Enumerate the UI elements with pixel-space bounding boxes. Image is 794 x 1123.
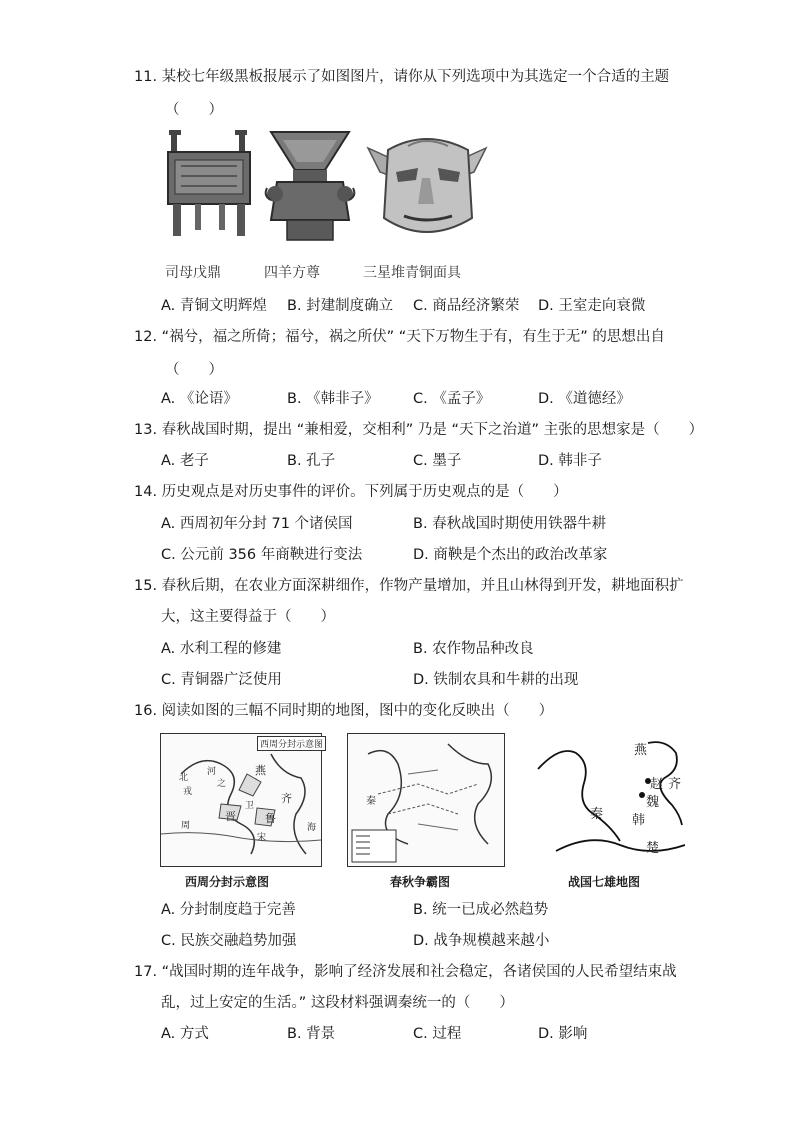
question-13-stem: 13. 春秋战国时期，提出 “兼相爱，交相利” 乃是 “天下之治道” 主张的思想家是（ ）: [134, 422, 704, 438]
map3-label-chu: 楚: [646, 841, 660, 856]
question-16-stem: 16. 阅读如图的三幅不同时期的地图，图中的变化反映出（ ）: [134, 703, 554, 719]
q13-option-d[interactable]: D. 韩非子: [538, 453, 602, 469]
q16-option-b[interactable]: B. 统一已成必然趋势: [413, 902, 549, 918]
map1-label-wei: 卫: [245, 801, 255, 811]
q13-option-a[interactable]: A. 老子: [161, 453, 209, 469]
q12-option-d[interactable]: D. 《道德经》: [538, 391, 631, 407]
map3-label-zhao: 赵: [650, 777, 664, 792]
map3-label-han: 韩: [632, 813, 646, 828]
question-12-stem: 12. “祸兮，福之所倚；福兮，祸之所伏” “天下万物生于有，有生于无” 的思想出自: [134, 329, 665, 345]
map2-label-qin: 秦: [366, 796, 376, 807]
map1-title: 西周分封示意图: [257, 736, 326, 751]
q16-option-a[interactable]: A. 分封制度趋于完善: [161, 902, 296, 918]
answer-paren: （ ）: [165, 102, 223, 118]
western-zhou-fenfeng-map: [160, 733, 322, 867]
map1-label-jin: 晋: [225, 810, 236, 823]
map1-label-yan: 燕: [255, 764, 266, 777]
q11-option-a[interactable]: A. 青铜文明辉煌: [161, 298, 267, 314]
simuwu-ding-image: [165, 130, 257, 250]
map3-label-qin: 秦: [590, 807, 604, 822]
q15-option-d[interactable]: D. 铁制农具和牛耕的出现: [413, 672, 579, 688]
chunqiu-zhengba-map: [347, 733, 505, 867]
q15-option-b[interactable]: B. 农作物品种改良: [413, 641, 534, 657]
q13-option-c[interactable]: C. 墨子: [413, 453, 462, 469]
map1-label-qi: 齐: [281, 792, 292, 805]
map1-caption: 西周分封示意图: [185, 875, 270, 889]
question-15-stem-line2: 大，这主要得益于（ ）: [161, 609, 335, 625]
q14-option-c[interactable]: C. 公元前 356 年商鞅进行变法: [161, 547, 363, 563]
map1-label-bei: 北: [179, 773, 189, 783]
q16-option-c[interactable]: C. 民族交融趋势加强: [161, 933, 297, 949]
map3-label-qi: 齐: [668, 777, 682, 792]
q14-option-a[interactable]: A. 西周初年分封 71 个诸侯国: [161, 516, 353, 532]
map1-label-zhi: 之: [217, 779, 227, 789]
map1-label-lu: 鲁: [265, 812, 276, 825]
q12-option-a[interactable]: A. 《论语》: [161, 391, 238, 407]
question-11-stem: 11. 某校七年级黑板报展示了如图图片，请你从下列选项中为其选定一个合适的主题: [134, 69, 670, 85]
q13-option-b[interactable]: B. 孔子: [287, 453, 336, 469]
caption-simuwu-ding: 司母戊鼎: [165, 265, 221, 281]
question-17-stem-line1: 17. “战国时期的连年战争，影响了经济发展和社会稳定，各诸侯国的人民希望结束战: [134, 964, 677, 980]
map1-label-zhou: 周: [181, 821, 191, 831]
map1-label-rong: 戎: [183, 787, 193, 797]
q17-option-c[interactable]: C. 过程: [413, 1026, 462, 1042]
map3-label-yan: 燕: [634, 743, 648, 758]
q16-option-d[interactable]: D. 战争规模越来越小: [413, 933, 550, 949]
question-17-stem-line2: 乱，过上安定的生活。” 这段材料强调秦统一的（ ）: [161, 995, 514, 1011]
map3-caption: 战国七雄地图: [568, 875, 641, 889]
q11-option-b[interactable]: B. 封建制度确立: [287, 298, 394, 314]
map1-label-hai: 海: [307, 823, 317, 833]
answer-paren: （ ）: [165, 362, 223, 378]
map1-label-he: 河: [207, 767, 217, 777]
q12-option-b[interactable]: B. 《韩非子》: [287, 391, 379, 407]
q11-option-c[interactable]: C. 商品经济繁荣: [413, 298, 520, 314]
q17-option-d[interactable]: D. 影响: [538, 1026, 588, 1042]
map1-label-song: 宋: [257, 833, 267, 843]
question-15-stem-line1: 15. 春秋后期，在农业方面深耕细作，作物产量增加，并且山林得到开发，耕地面积扩: [134, 578, 684, 594]
q14-option-d[interactable]: D. 商鞅是个杰出的政治改革家: [413, 547, 608, 563]
q17-option-a[interactable]: A. 方式: [161, 1026, 209, 1042]
q11-option-d[interactable]: D. 王室走向衰微: [538, 298, 646, 314]
q15-option-a[interactable]: A. 水利工程的修建: [161, 641, 282, 657]
map3-label-wei: 魏: [646, 795, 660, 810]
caption-siyang-fangzun: 四羊方尊: [264, 265, 320, 281]
q14-option-b[interactable]: B. 春秋战国时期使用铁器牛耕: [413, 516, 607, 532]
q12-option-c[interactable]: C. 《孟子》: [413, 391, 491, 407]
q15-option-c[interactable]: C. 青铜器广泛使用: [161, 672, 282, 688]
q17-option-b[interactable]: B. 背景: [287, 1026, 336, 1042]
map2-caption: 春秋争霸图: [390, 875, 451, 889]
sanxingdui-mask-image: [360, 128, 495, 250]
siyang-fangzun-image: [263, 130, 357, 250]
zhanguo-qixiong-map: [530, 733, 685, 865]
caption-sanxingdui-mask: 三星堆青铜面具: [363, 265, 461, 281]
question-14-stem: 14. 历史观点是对历史事件的评价。下列属于历史观点的是（ ）: [134, 484, 568, 500]
